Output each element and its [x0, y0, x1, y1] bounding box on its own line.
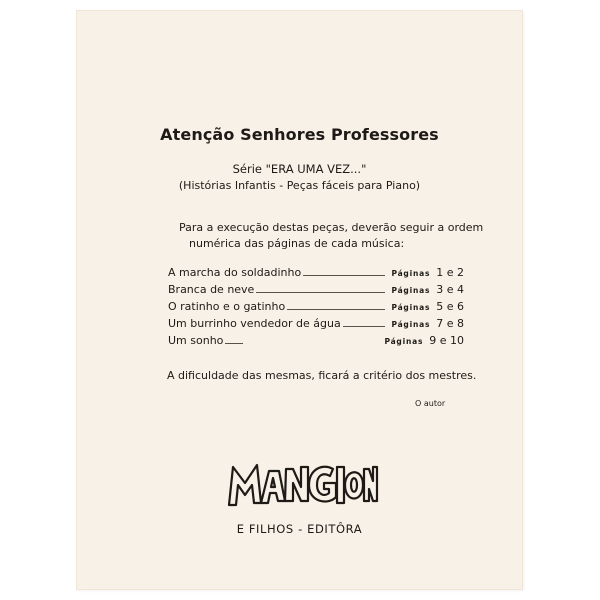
piece-title: O ratinho e o gatinho	[168, 300, 286, 313]
pages-label: Páginas	[391, 303, 431, 312]
instruction-line-1: Para a execução destas peças, deverão seguir a ordem	[179, 221, 484, 234]
piece-title: Um sonho	[168, 334, 224, 347]
piece-pages: 7 e 8	[436, 317, 464, 330]
piece-title: Branca de neve	[168, 283, 255, 296]
piece-row	[168, 313, 464, 330]
instruction-line-2: numérica das páginas de cada música:	[189, 237, 405, 250]
logo-text: MANGIONE	[290, 508, 314, 513]
pages-label: Páginas	[384, 337, 424, 346]
pages-label: Páginas	[391, 269, 431, 278]
dotted-leader	[287, 308, 385, 310]
piece-row	[168, 296, 464, 313]
series-subtitle: (Histórias Infantis - Peças fáceis para Piano)	[178, 179, 421, 192]
piece-pages: 5 e 6	[436, 300, 464, 313]
author-signature: O autor	[415, 399, 446, 408]
piece-pages: 1 e 2	[436, 266, 464, 279]
difficulty-note: A dificuldade das mesmas, ficará a critério dos mestres.	[167, 369, 477, 382]
publisher-logo	[225, 455, 380, 515]
dotted-leader	[343, 325, 386, 327]
dotted-leader	[303, 274, 385, 276]
piece-list	[168, 262, 464, 347]
publisher-name: E FILHOS - EDITÔRA	[236, 522, 363, 536]
pages-label: Páginas	[391, 320, 431, 329]
piece-pages: 9 e 10	[429, 334, 464, 347]
series-title: Série "ERA UMA VEZ..."	[232, 162, 367, 176]
piece-pages: 3 e 4	[436, 283, 464, 296]
piece-row	[168, 279, 464, 296]
sheet-page	[77, 11, 522, 589]
dotted-leader	[225, 342, 243, 344]
piece-row	[168, 262, 464, 279]
piece-title: Um burrinho vendedor de água	[168, 317, 341, 330]
piece-row	[168, 330, 464, 347]
dotted-leader	[256, 291, 385, 293]
pages-label: Páginas	[391, 286, 431, 295]
piece-title: A marcha do soldadinho	[168, 266, 302, 279]
page-heading: Atenção Senhores Professores	[160, 125, 439, 144]
